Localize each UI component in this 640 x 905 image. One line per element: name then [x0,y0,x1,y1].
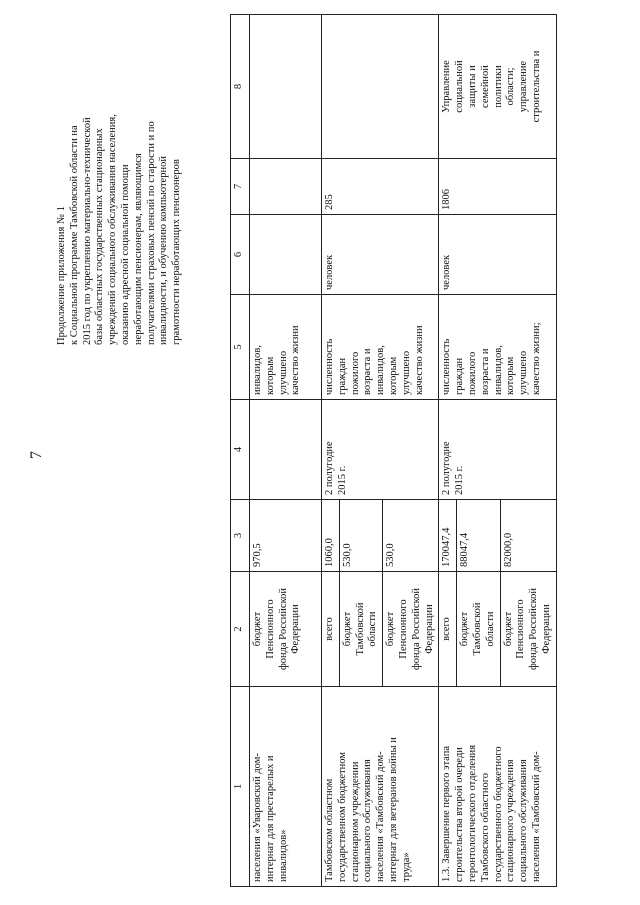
funding-source: бюджет Пенсионного фонда Российской Федерации [383,572,439,687]
heading-line: базы областных государственных стационарных [94,128,106,345]
heading-line: получателями страховых пенсий по старости и по [145,121,157,345]
unit-cell: человек [439,215,556,295]
funding-source: бюджет Тамбовской области [339,572,382,687]
funding-amount: 970,5 [250,500,322,572]
heading-line: неработающим пенсионерам, являющимся [132,153,144,345]
column-number: 4 [231,400,250,500]
heading-line: инвалидности, и обучению компьютерной [158,156,170,345]
term-cell [250,400,322,500]
heading-line: к Социальной программе Тамбовской области на [68,125,80,345]
column-number: 3 [231,500,250,572]
executor-cell [322,15,439,159]
funding-amount: 530,0 [339,500,382,572]
funding-source: бюджет Пенсионного фонда Российской Федерации [500,572,556,687]
funding-amount: 170047,4 [439,500,457,572]
value-cell: 1806 [439,159,556,215]
term-cell: 2 полугодие 2015 г. [322,400,439,500]
term-cell: 2 полугодие 2015 г. [439,400,556,500]
heading-line: Продолжение приложения № 1 [56,206,67,345]
funding-source: бюджет Тамбовской области [457,572,500,687]
program-table [230,14,557,887]
column-number: 6 [231,215,250,295]
funding-amount: 88047,4 [457,500,500,572]
column-number: 8 [231,15,250,159]
funding-amount: 82000,0 [500,500,556,572]
heading-line: 2015 год по укреплению материально-технической [81,117,93,345]
indicator-name: инвалидов, которым улучшено качество жизни [250,295,322,400]
funding-source: бюджет Пенсионного фонда Российской Федерации [250,572,322,687]
value-cell [250,159,322,215]
column-number: 7 [231,159,250,215]
page-number: 7 [28,451,45,459]
unit-cell: человек [322,215,439,295]
table-row [322,15,340,887]
measure-name: 1.3. Завершение первого этапа строительства второй очереди геронтологического отделения Тамбовского областного государственного бюджетного стационарного учреждения социального обслуживания населения «Тамбовский дом- [439,687,556,887]
heading-line: грамотности неработающих пенсионеров [171,159,183,345]
appendix-heading [56,35,184,345]
column-number: 1 [231,687,250,887]
heading-line: оказанию адресной социальной помощи [119,164,131,345]
column-number-row [231,15,250,887]
funding-source: всего [439,572,457,687]
unit-cell [250,215,322,295]
column-number: 2 [231,572,250,687]
value-cell: 285 [322,159,439,215]
measure-name: населения «Уваровский дом- интернат для престарелых и инвалидов» [250,687,322,887]
funding-source: всего [322,572,340,687]
funding-amount: 1060,0 [322,500,340,572]
indicator-name: численность граждан пожилого возраста и инвалидов, которым улучшено качество жизни; [439,295,556,400]
executor-cell: Управление социальной защиты и семейной политики области; управление строительства и [439,15,556,159]
measure-name: Тамбовском областном государственном бюджетном стационарном учреждении социального обслуживания населения «Тамбовский дом- интернат для ветеранов войны и труда» [322,687,439,887]
executor-cell [250,15,322,159]
indicator-name: численность граждан пожилого возраста и инвалидов, которым улучшено качество жизни [322,295,439,400]
table-row [439,15,457,887]
funding-amount: 530,0 [383,500,439,572]
column-number: 5 [231,295,250,400]
heading-line: учреждений социального обслуживания населения, [107,114,119,345]
table-row [250,15,322,887]
